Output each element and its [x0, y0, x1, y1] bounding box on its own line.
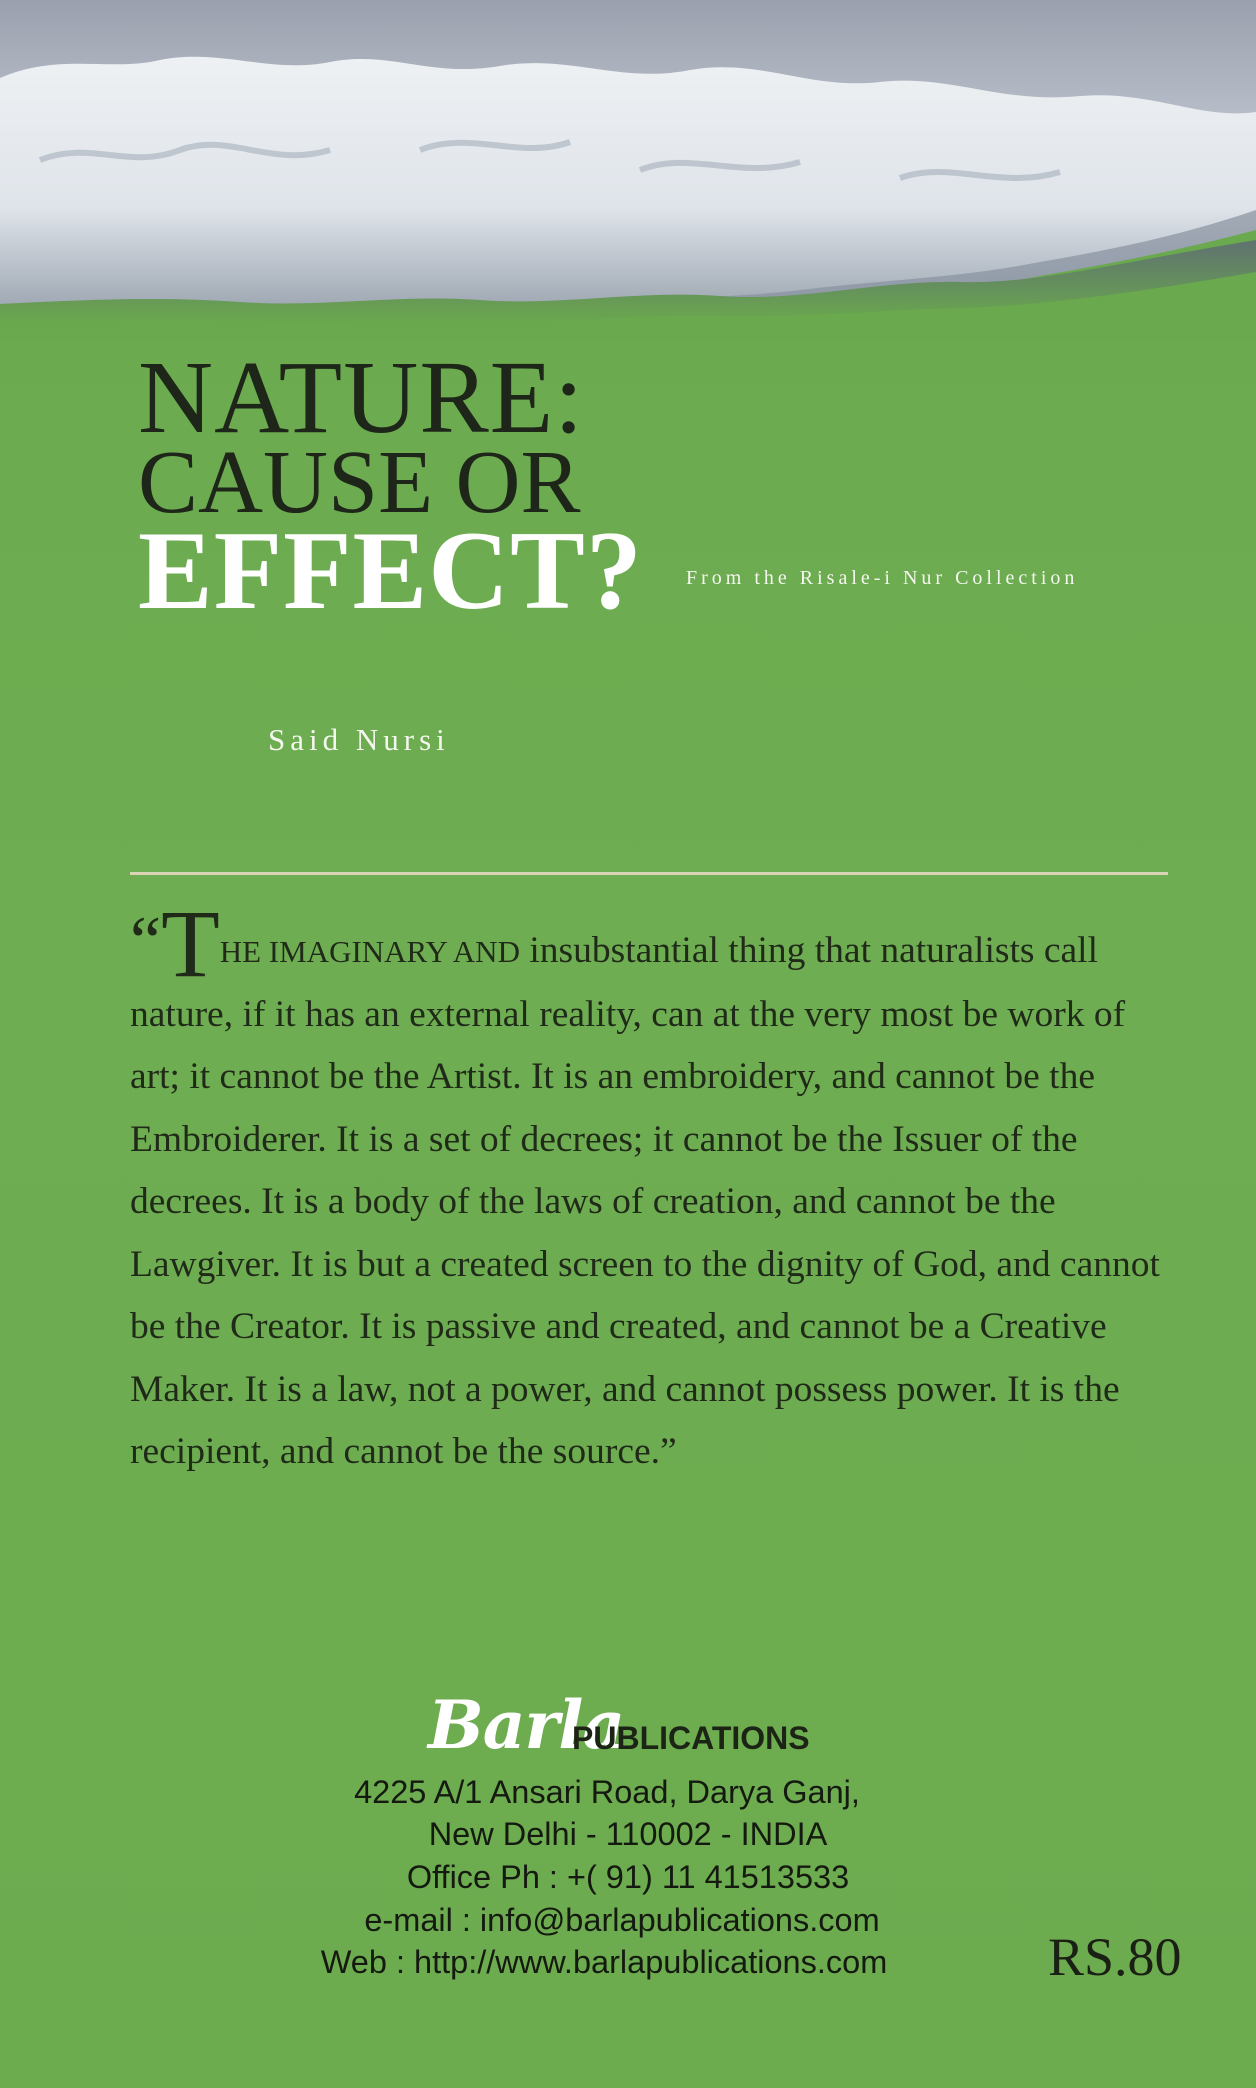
- publisher-email: e-mail : info@barlapublications.com: [364, 1902, 880, 1938]
- quote-paragraph: [130, 890, 1176, 1484]
- quote-lead-small-caps: HE IMAGINARY AND: [219, 934, 520, 969]
- book-title: [138, 340, 643, 633]
- horizontal-divider: [130, 872, 1168, 875]
- title-line-effect: EFFECT?: [138, 509, 643, 633]
- title-line-cause-or: CAUSE OR: [138, 433, 581, 532]
- title-line-nature: NATURE:: [138, 340, 585, 455]
- series-label: From the Risale-i Nur Collection: [686, 567, 1079, 589]
- quote-body-text: insubstantial thing that naturalists call nature, if it has an external reality, can at the very most be work of art; it cannot be the Artist. It is an embroidery, and cannot be the Embroiderer. It is a set of decrees; it cannot be the Issuer of the decrees. It is a body of the laws of creation, and cannot be the Lawgiver. It is but a created screen to the dignity of God, and cannot be the Creator. It is passive and created, and cannot be a Creative Maker. It is a law, not a power, and cannot possess power. It is the recipient, and cannot be the source.”: [130, 930, 1160, 1472]
- publisher-address-line-1: 4225 A/1 Ansari Road, Darya Ganj,: [354, 1774, 860, 1810]
- publisher-name: PUBLICATIONS: [572, 1720, 810, 1756]
- publisher-address-line-2: New Delhi - 110002 - INDIA: [428, 1816, 828, 1852]
- barla-logo: Barla: [428, 1686, 625, 1764]
- ocean-wave-image: [0, 0, 1256, 340]
- author-name: Said Nursi: [268, 722, 450, 757]
- publisher-phone: Office Ph : +( 91) 11 41513533: [406, 1859, 850, 1895]
- drop-cap-letter: T: [161, 890, 220, 997]
- price-label: RS.80: [1048, 1927, 1182, 1987]
- publisher-website: Web : http://www.barlapublications.com: [320, 1944, 888, 1980]
- quote-open-mark: “: [130, 903, 162, 980]
